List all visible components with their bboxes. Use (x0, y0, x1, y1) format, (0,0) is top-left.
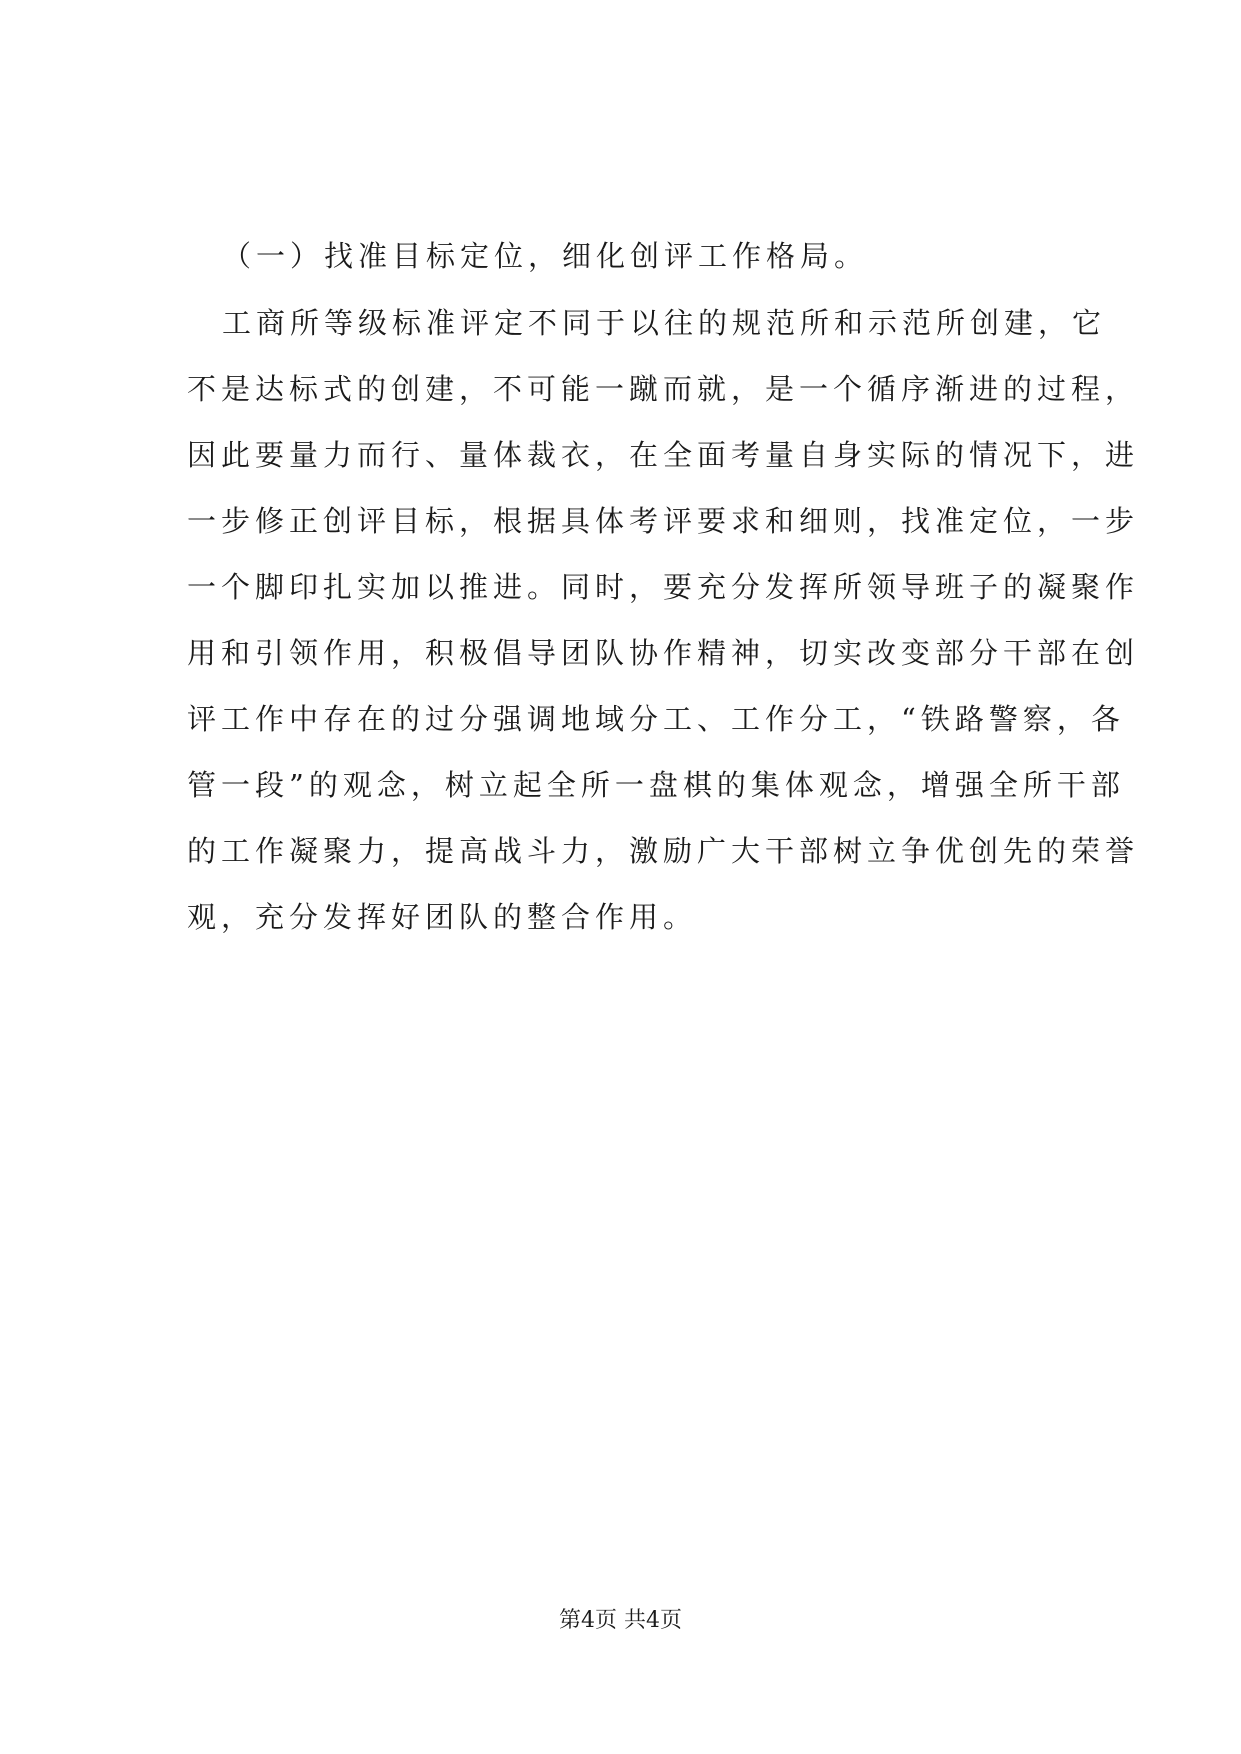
paragraph-line: 一个脚印扎实加以推进。同时，要充分发挥所领导班子的凝聚作 (187, 570, 1140, 604)
paragraph-line: 工商所等级标准评定不同于以往的规范所和示范所创建，它 (222, 306, 1107, 340)
paragraph-line: 的工作凝聚力，提高战斗力，激励广大干部树立争优创先的荣誉 (187, 834, 1140, 868)
page-number-footer: 第4页 共4页 (559, 1608, 682, 1633)
paragraph-line: 一步修正创评目标，根据具体考评要求和细则，找准定位，一步 (187, 504, 1140, 538)
paragraph-line: 观，充分发挥好团队的整合作用。 (187, 900, 698, 934)
section-heading: （一）找准目标定位，细化创评工作格局。 (222, 239, 869, 273)
paragraph-line: 用和引领作用，积极倡导团队协作精神，切实改变部分干部在创 (187, 636, 1140, 670)
paragraph-line: 不是达标式的创建，不可能一蹴而就，是一个循序渐进的过程， (187, 372, 1140, 406)
paragraph-line: 管一段”的观念，树立起全所一盘棋的集体观念，增强全所干部 (187, 768, 1125, 802)
paragraph-line: 因此要量力而行、量体裁衣，在全面考量自身实际的情况下，进 (187, 438, 1140, 472)
paragraph-line: 评工作中存在的过分强调地域分工、工作分工，“铁路警察，各 (187, 702, 1125, 736)
